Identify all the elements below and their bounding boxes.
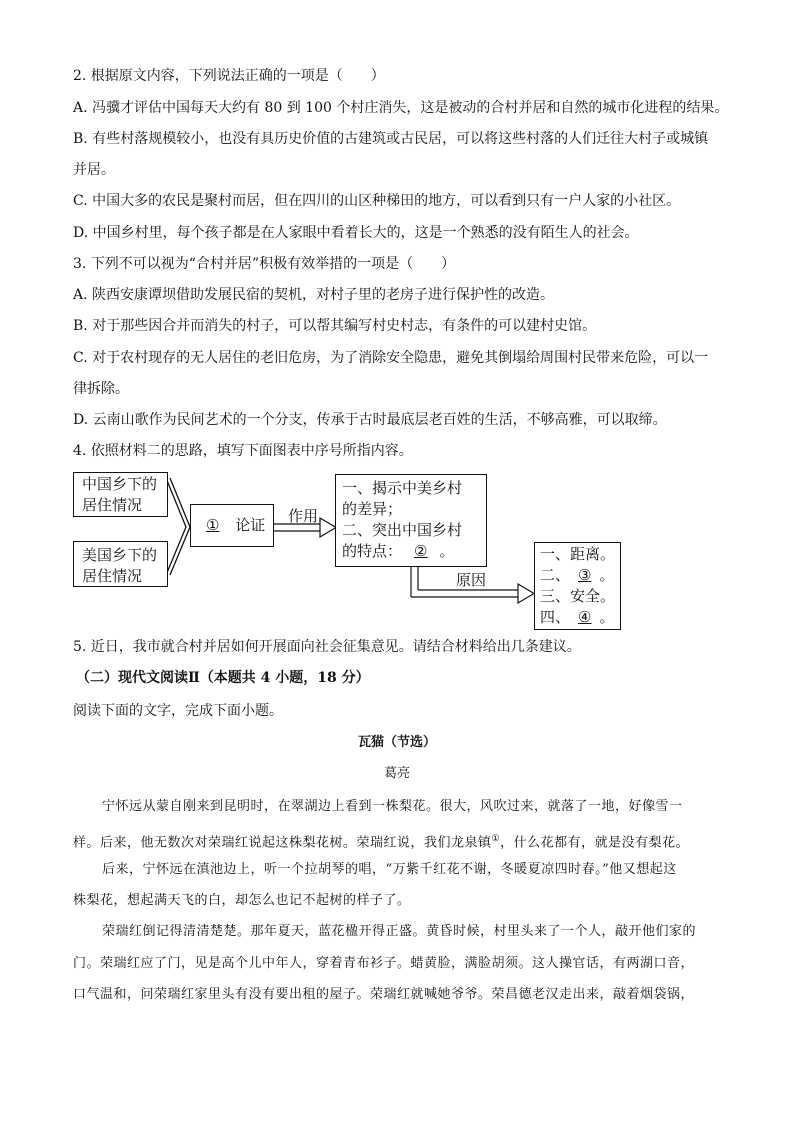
box-us-label-2: 居住情况 — [82, 567, 143, 585]
question-2-stem: 2. 根据原文内容，下列说法正确的一项是（ ） — [73, 68, 385, 84]
story-author: 葛亮 — [383, 766, 410, 781]
question-2-option-c: C. 中国大多的农民是聚村而居，但在四川的山区种梯田的地方，可以看到只有一户人家的小社区。 — [73, 193, 681, 209]
question-5: 5. 近日，我市就合村并居如何开展面向社会征集意见。请结合材料给出几条建议。 — [73, 639, 581, 655]
arrow-label-reason: 原因 — [456, 571, 487, 589]
story-p1-line-2-text: 样。后来，他无数次对荣瑞红说起这株梨花树。荣瑞红说，我们龙泉镇 — [73, 835, 492, 851]
reason-1: 一、距离。 — [540, 545, 616, 563]
argument-label: 论证 — [235, 516, 266, 534]
box-significance — [335, 474, 487, 567]
box-china-label-2: 居住情况 — [82, 496, 143, 514]
arrow-label-function: 作用 — [288, 507, 319, 525]
significance-line-2: 的差异； — [342, 500, 403, 518]
question-3-option-a: A. 陕西安康谭坝借助发展民宿的契机，对村子里的老房子进行保护性的改造。 — [73, 287, 555, 303]
question-2-option-b-cont: 并居。 — [73, 162, 115, 178]
significance-end: 。 — [439, 542, 455, 560]
reason-3: 三、安全。 — [540, 587, 616, 605]
reading-instruction: 阅读下面的文字，完成下面小题。 — [73, 703, 283, 719]
question-4-stem: 4. 依照材料二的思路，填写下面图表中序号所指内容。 — [73, 443, 413, 459]
reason-2-end: 。 — [599, 566, 615, 584]
question-3-stem: 3. 下列不可以视为“合村并居”积极有效举措的一项是（ ） — [73, 256, 456, 272]
story-p2-line-1: 后来，宁怀远在滇池边上，听一个拉胡琴的唱，“万紫千红花不谢，冬暖夏凉四时春。”他又想起这 — [102, 862, 677, 877]
significance-line-4: 的特点： — [342, 542, 403, 560]
question-2-option-a: A. 冯骥才评估中国每天大约有 80 到 100 个村庄消失，这是被动的合村并居和自然的城市化进程的结果。 — [73, 100, 729, 116]
reason-4-end: 。 — [599, 608, 615, 626]
story-p1-line-2 — [73, 829, 689, 853]
story-p3-line-3: 口气温和，问荣瑞红家里头有没有要出租的屋子。荣瑞红就喊她爷爷。荣昌德老汉走出来，敲着烟袋锅， — [73, 987, 695, 1002]
blank-1: ① — [206, 516, 220, 534]
footnote-marker: ① — [491, 834, 501, 844]
significance-line-3: 二、突出中国乡村 — [342, 521, 463, 539]
question-3-option-c: C. 对于农村现存的无人居住的老旧危房，为了消除安全隐患，避免其倒塌给周围村民带来危险，可以一 — [73, 350, 709, 366]
question-2-option-b: B. 有些村落规模较小，也没有具历史价值的古建筑或古民居，可以将这些村落的人们迁往大村子或城镇 — [73, 131, 709, 147]
question-3-option-d: D. 云南山歌作为民间艺术的一个分支，传承于古时最底层老百姓的生活，不够高雅，可以取缔。 — [73, 412, 667, 428]
story-p2-line-2: 株梨花，想起满天飞的白，却怎么也记不起树的样子了。 — [73, 893, 411, 908]
blank-2: ② — [414, 542, 428, 560]
story-p1-line-1: 宁怀远从蒙自刚来到昆明时，在翠湖边上看到一株梨花。很大，风吹过来，就落了一地，好像雪一 — [102, 799, 683, 814]
box-china-rural-living — [73, 472, 168, 517]
box-argument — [190, 504, 274, 547]
question-2-option-d: D. 中国乡村里，每个孩子都是在人家眼中看着长大的，这是一个熟悉的没有陌生人的社会。 — [73, 225, 639, 241]
box-us-label-1: 美国乡下的 — [82, 546, 158, 564]
story-title: 瓦猫（节选） — [357, 735, 436, 750]
question-3-option-b: B. 对于那些因合并而消失的村子，可以帮其编写村史村志，有条件的可以建村史馆。 — [73, 318, 597, 334]
question-3-option-c-cont: 律拆除。 — [73, 381, 129, 397]
section-heading: （二）现代文阅读Ⅱ（本题共 4 小题，18 分） — [76, 670, 370, 686]
story-p1-line-2-end: ，什么花都有，就是没有梨花。 — [500, 835, 690, 851]
significance-line-1: 一、揭示中美乡村 — [342, 479, 463, 497]
reason-4-prefix: 四、 — [540, 608, 571, 626]
box-reasons — [534, 542, 621, 630]
box-china-label-1: 中国乡下的 — [82, 475, 158, 493]
blank-4: ④ — [578, 608, 592, 626]
blank-3: ③ — [578, 566, 592, 584]
box-us-rural-living — [73, 541, 168, 587]
reason-2-prefix: 二、 — [540, 566, 571, 584]
story-p3-line-1: 荣瑞红倒记得清清楚楚。那年夏天，蓝花楹开得正盛。黄昏时候，村里头来了一个人，敲开他们家的 — [102, 924, 697, 939]
story-p3-line-2: 门。荣瑞红应了门，见是高个儿中年人，穿着青布衫子。蜡黄脸，满脸胡须。这人操官话，有两湖口音， — [73, 956, 695, 971]
